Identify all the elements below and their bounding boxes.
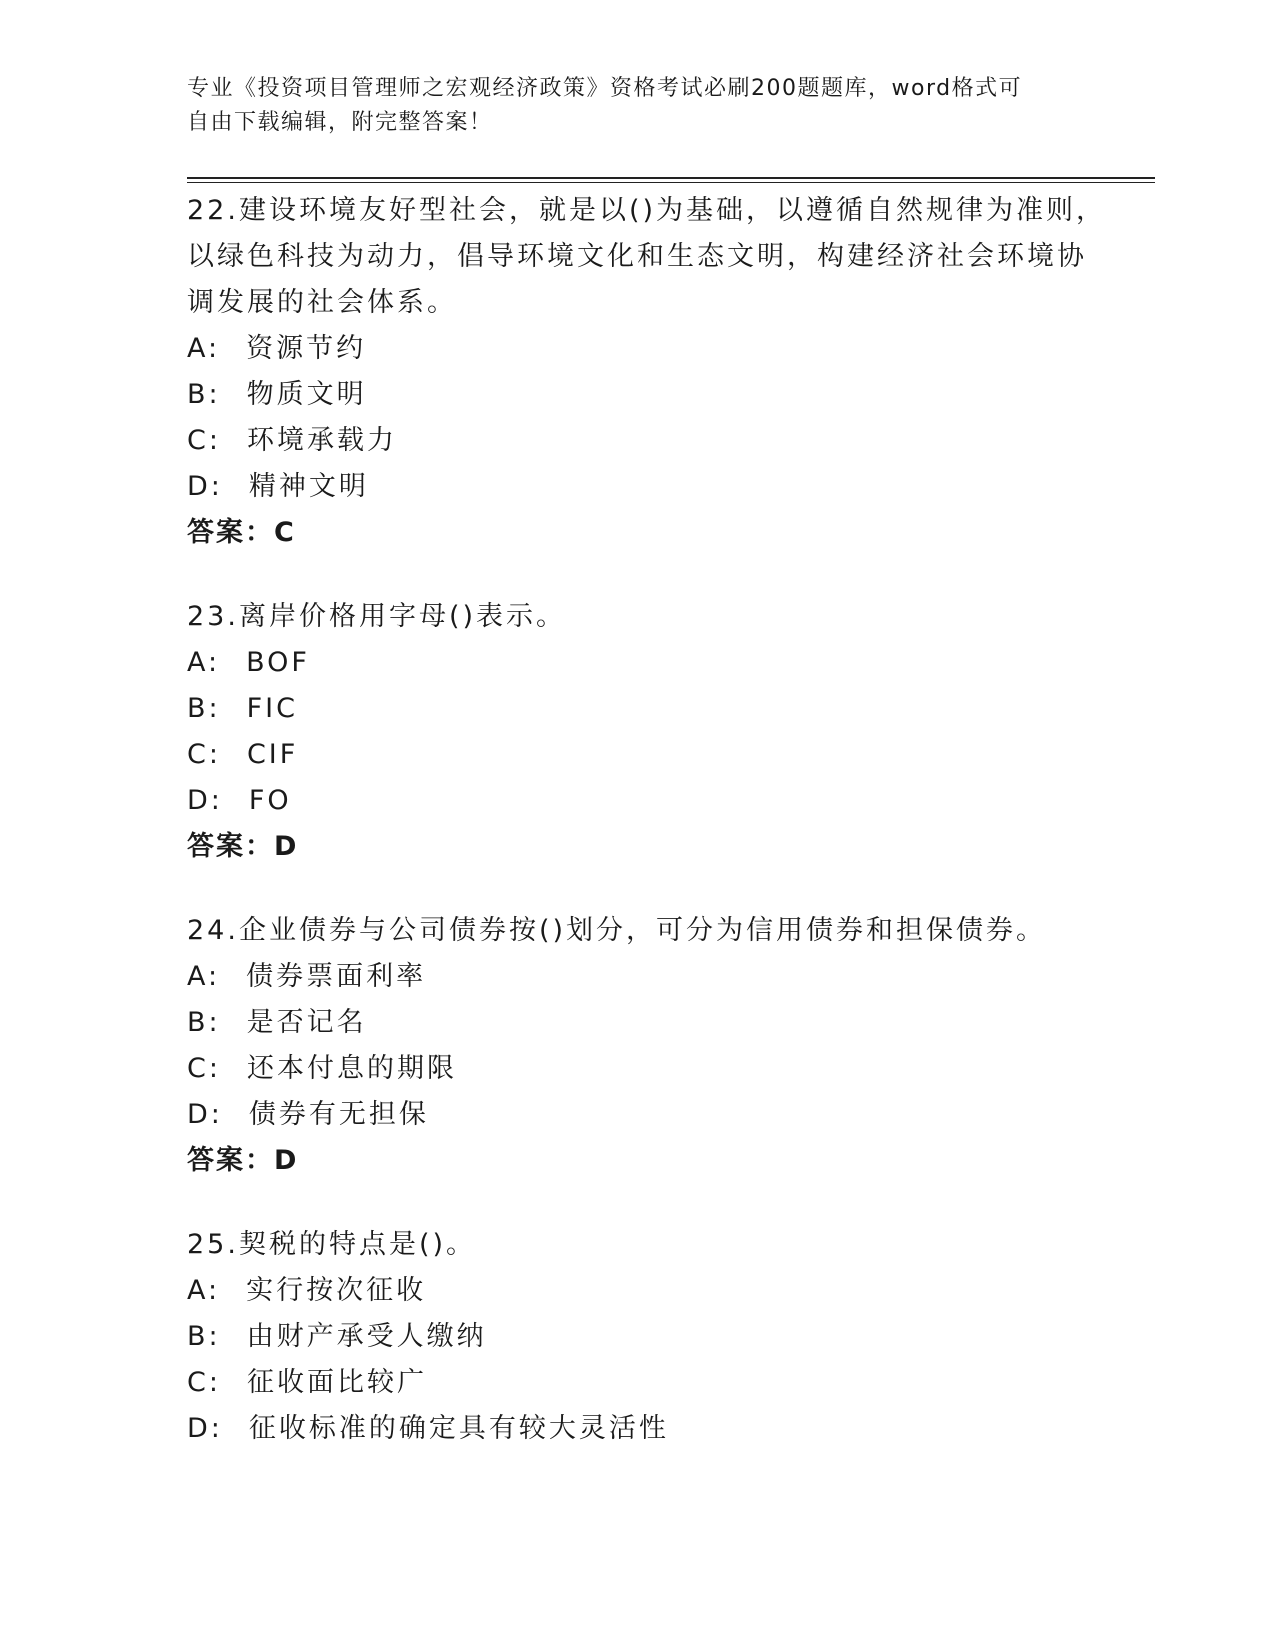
option-letter: D: [187, 1099, 223, 1130]
option-b [187, 686, 1087, 732]
option-letter: A: [187, 1275, 221, 1306]
stem-line: 调发展的社会体系。 [187, 287, 457, 318]
option-letter: B: [187, 379, 221, 410]
answer-text: 答案：D [187, 1145, 299, 1176]
option-letter: B: [187, 693, 221, 724]
question-stem [187, 1222, 1087, 1268]
answer-text: 答案：D [187, 831, 299, 862]
option-letter: B: [187, 1007, 221, 1038]
option-c [187, 1046, 1087, 1092]
option-letter: C: [187, 739, 221, 770]
option-b [187, 372, 1087, 418]
option-b [187, 1314, 1087, 1360]
option-letter: B: [187, 1321, 221, 1352]
option-a [187, 326, 1087, 372]
option-text: 债券有无担保 [248, 1099, 429, 1130]
option-a [187, 640, 1087, 686]
option-text: 征收面比较广 [246, 1367, 427, 1398]
header-divider [187, 177, 1155, 179]
option-c [187, 732, 1087, 778]
question-stem [187, 594, 1087, 640]
option-d [187, 464, 1087, 510]
option-d [187, 1092, 1087, 1138]
option-letter: C: [187, 425, 221, 456]
question-stem [187, 188, 1107, 326]
stem-line: 24.企业债券与公司债券按()划分，可分为信用债券和担保债券。 [187, 915, 1047, 946]
document-header [187, 72, 1087, 140]
stem-line: 23.离岸价格用字母()表示。 [187, 601, 567, 632]
stem-line: 22.建设环境友好型社会，就是以()为基础，以遵循自然规律为准则， [187, 195, 1107, 226]
option-text: BOF [246, 647, 310, 678]
option-a [187, 954, 1087, 1000]
header-divider-thin [187, 182, 1155, 183]
stem-line: 25.契税的特点是()。 [187, 1229, 477, 1260]
option-letter: A: [187, 647, 221, 678]
question-24 [187, 908, 1087, 1184]
option-c [187, 418, 1087, 464]
option-text: 环境承载力 [246, 425, 397, 456]
answer-text: 答案：C [187, 517, 296, 548]
question-23 [187, 594, 1087, 870]
option-text: CIF [246, 739, 299, 770]
option-c [187, 1360, 1087, 1406]
header-line: 自由下载编辑，附完整答案！ [187, 110, 493, 135]
option-text: FIC [246, 693, 298, 724]
option-b [187, 1000, 1087, 1046]
option-a [187, 1268, 1087, 1314]
question-list [187, 188, 1107, 1490]
option-text: 还本付息的期限 [246, 1053, 457, 1084]
option-text: 是否记名 [246, 1007, 367, 1038]
option-text: 资源节约 [246, 333, 367, 364]
option-d [187, 1406, 1087, 1452]
option-text: 债券票面利率 [246, 961, 427, 992]
option-d [187, 778, 1087, 824]
option-text: 征收标准的确定具有较大灵活性 [248, 1413, 669, 1444]
option-letter: A: [187, 333, 221, 364]
option-letter: D: [187, 471, 223, 502]
option-letter: D: [187, 785, 223, 816]
option-text: FO [248, 785, 292, 816]
option-letter: D: [187, 1413, 223, 1444]
option-letter: C: [187, 1053, 221, 1084]
option-letter: C: [187, 1367, 221, 1398]
option-letter: A: [187, 961, 221, 992]
stem-line: 以绿色科技为动力，倡导环境文化和生态文明，构建经济社会环境协 [187, 241, 1087, 272]
question-stem [187, 908, 1087, 954]
question-25 [187, 1222, 1087, 1452]
header-line: 专业《投资项目管理师之宏观经济政策》资格考试必刷200题题库，word格式可 [187, 76, 1023, 101]
option-text: 物质文明 [246, 379, 367, 410]
option-text: 精神文明 [248, 471, 369, 502]
option-text: 由财产承受人缴纳 [246, 1321, 487, 1352]
option-text: 实行按次征收 [246, 1275, 427, 1306]
question-22 [187, 188, 1107, 556]
